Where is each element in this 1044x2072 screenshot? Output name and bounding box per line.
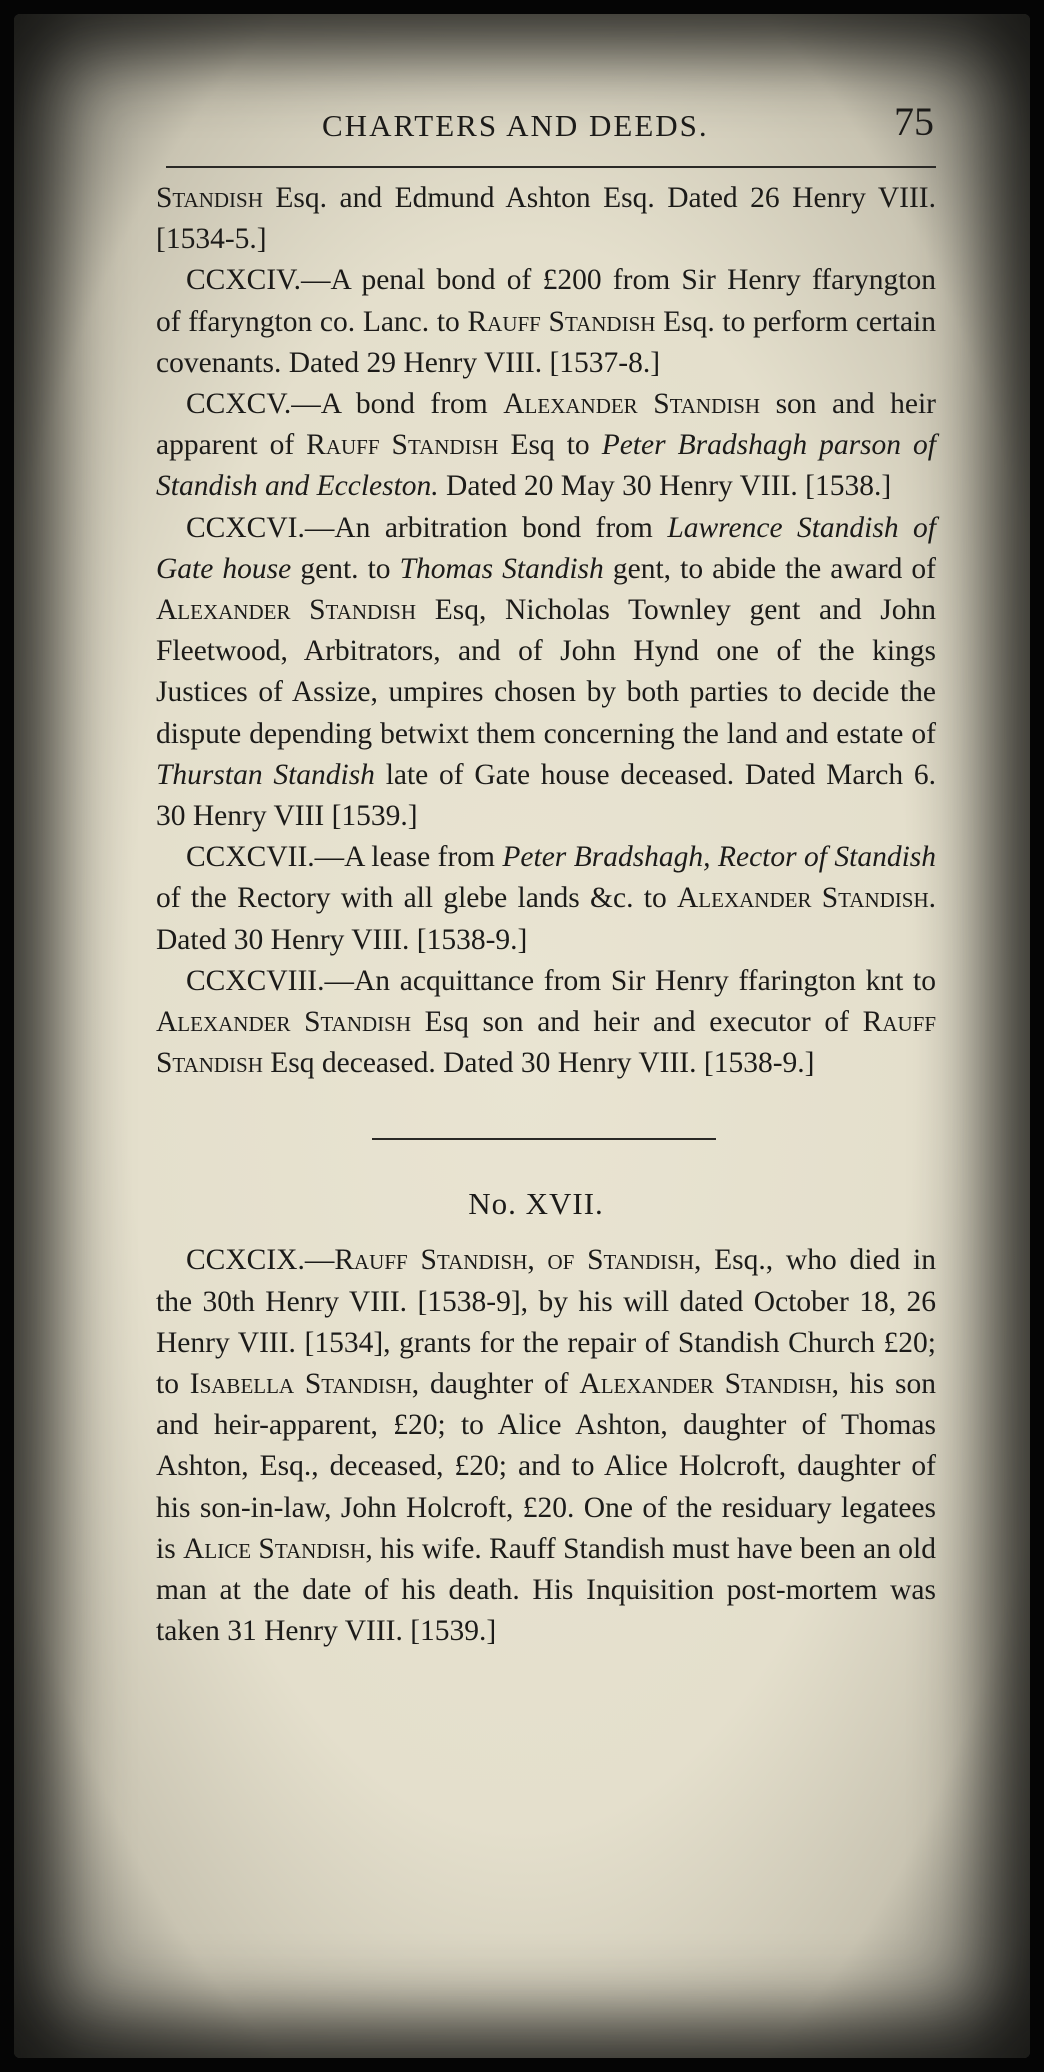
small-caps-name: Alexander Standish, xyxy=(579,1368,839,1401)
small-caps-name: Rauff Standish xyxy=(467,305,656,338)
italic-name: Peter Bradshagh, Rector of Standish xyxy=(502,841,936,874)
small-caps-name: Alexander Standish xyxy=(156,594,417,627)
entry-ccxciv xyxy=(156,260,936,384)
entry-ccxcix xyxy=(156,1240,936,1652)
header-rule xyxy=(166,166,936,168)
small-caps-name: Alexander Standish xyxy=(503,388,761,421)
entry-text: of the Rectory with all glebe lands &c. to xyxy=(156,882,677,915)
entry-text: Esq, Nicholas Townley gent and John Fleetwood, Arbitrators, and of John Hynd one of the kings Justices of Assize, umpires chosen by both parties to decide the dispute depending betwixt them concerning the land and estate of xyxy=(156,594,937,750)
entry-ccxcviii xyxy=(156,961,936,1085)
entry-ccxcvi xyxy=(156,508,936,838)
italic-name: Peter Bradshagh parson of Standish and Eccleston. xyxy=(156,429,936,503)
small-caps-name: Alice Standish, xyxy=(183,1532,373,1565)
page-header xyxy=(136,94,936,154)
entry-ccxcv xyxy=(156,384,936,508)
entry-text: CCXCVII.—A lease from xyxy=(186,841,503,874)
entry-text: CCXCVIII.—An acquittance from Sir Henry ffarington knt to xyxy=(186,964,936,997)
running-title: CHARTERS AND DEEDS. xyxy=(322,108,709,143)
entry-ccxcvii xyxy=(156,837,936,961)
entry-text: CCXCIX.— xyxy=(186,1244,335,1277)
continued-entry xyxy=(156,178,936,260)
entry-text: late of Gate house deceased. Dated March 6. 30 Henry VIII [1539.] xyxy=(156,758,936,833)
entry-text: Dated 20 May 30 Henry VIII. [1538.] xyxy=(438,470,892,503)
entry-text: Dated 30 Henry VIII. [1538-9.] xyxy=(156,923,528,956)
small-caps-name: Isabella Standish, xyxy=(189,1368,420,1401)
italic-name: Thurstan Standish xyxy=(156,758,375,791)
italic-name: Thomas Standish xyxy=(399,552,604,585)
entry-text: Esq. and Edmund Ashton Esq. Dated 26 Henry VIII. [1534-5.] xyxy=(156,182,936,256)
entry-text: CCXCV.—A bond from xyxy=(186,388,504,421)
section-divider xyxy=(372,1138,716,1140)
entry-text: Esq deceased. Dated 30 Henry VIII. [1538-9.] xyxy=(262,1047,815,1080)
page-content xyxy=(136,94,936,1653)
italic-name: Lawrence Standish of Gate house xyxy=(156,511,936,585)
section-title: No. XVII. xyxy=(468,1186,604,1222)
small-caps-name: Alexander Standish xyxy=(156,1006,411,1039)
entry-text: Esq to xyxy=(498,429,602,462)
book-page xyxy=(14,14,1030,2058)
entry-text: son and heir apparent of xyxy=(156,388,937,462)
entry-text: Esq., who died in the 30th Henry VIII. [1538-9], by his will dated October 18, 26 Henry VIII. [1534], grants for the repair of Standish Church £20; to xyxy=(156,1244,937,1401)
entry-text: Esq son and heir and executor of xyxy=(411,1006,863,1039)
small-caps-name: Alexander Standish. xyxy=(677,882,937,915)
entry-text: his son and heir-apparent, £20; to Alice Ashton, daughter of Thomas Ashton, Esq., deceased, £20; and to Alice Holcroft, daughter of his son-in-law, John Holcroft, £20. One of the residuary legatees is xyxy=(156,1368,936,1565)
charters-text xyxy=(156,178,936,1084)
entry-text: CCXCVI.—An arbitration bond from xyxy=(186,511,668,544)
entry-text: gent, to abide the award of xyxy=(603,552,936,585)
small-caps-name: Rauff Standish xyxy=(306,429,499,462)
page-number: 75 xyxy=(894,99,934,144)
entry-text: his wife. Rauff Standish must have been an old man at the date of his death. His Inquisition post-mortem was taken 31 Henry VIII. [1539.] xyxy=(156,1532,936,1648)
small-caps-name: Rauff Standish, of Standish, xyxy=(334,1244,702,1277)
will-text xyxy=(156,1240,936,1652)
entry-text: gent. to xyxy=(291,552,400,585)
entry-text: Esq. to perform certain covenants. Dated 29 Henry VIII. [1537-8.] xyxy=(156,305,936,379)
small-caps-name: Standish xyxy=(156,182,263,214)
small-caps-name: Rauff Standish xyxy=(156,1006,937,1080)
entry-text: daughter of xyxy=(419,1368,580,1401)
entry-text: CCXCIV.—A penal bond of £200 from Sir Henry ffaryngton of ffaryngton co. Lanc. to xyxy=(156,264,936,338)
